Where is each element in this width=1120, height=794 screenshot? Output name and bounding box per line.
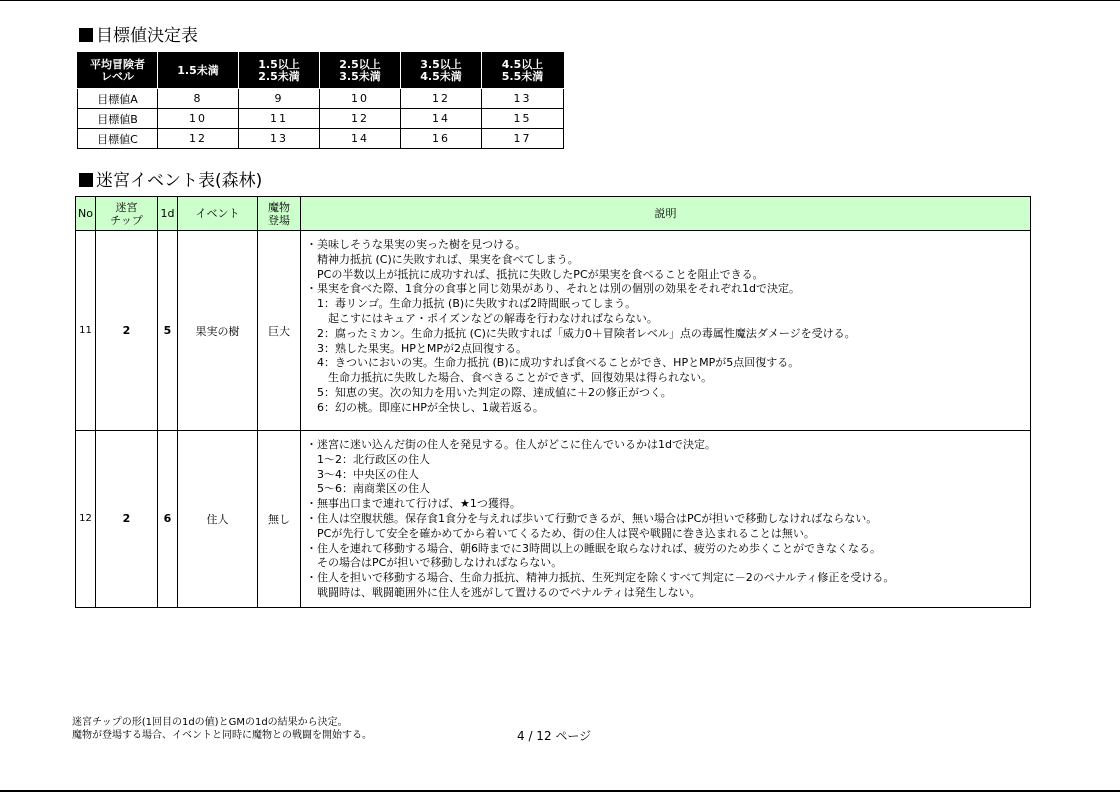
table-cell: 12 [401, 89, 482, 109]
target-header-row [78, 53, 564, 89]
table-row [78, 109, 564, 129]
row-no: 12 [76, 431, 96, 608]
row-no: 11 [76, 231, 96, 431]
row-chip: 2 [96, 431, 158, 608]
table-cell: 10 [158, 109, 239, 129]
event-header-row [76, 197, 1031, 231]
header-chip: 迷宮 チップ [96, 197, 158, 231]
header-range-2: 1.5以上 2.5未満 [239, 53, 320, 89]
footnotes [72, 716, 372, 742]
row-label: 目標値B [78, 109, 158, 129]
target-table-heading: 目標値決定表 [79, 26, 198, 46]
table-cell: 10 [320, 89, 401, 109]
header-monster: 魔物 登場 [258, 197, 301, 231]
row-monster: 無し [258, 431, 301, 608]
table-cell: 17 [482, 129, 564, 149]
row-1d: 5 [158, 231, 178, 431]
row-description: ・美味しそうな果実の実った樹を見つける。 精神力抵抗 (C)に失敗すれば、果実を食べてしまう。 PCの半数以上が抵抗に成功すれば、抵抗に失敗したPCが果実を食べることを阻止できる。 ・果実を食べた際、1食分の食事と同じ効果があり、それとは別の個別の効果をそれぞれ1dで決定。 1：毒リンゴ。生命力抵抗 (B)に失敗すれば2時間眠ってしまう。 起こすにはキュア・ポイズンなどの解毒を行わなければならない。 2：腐ったミカン。生命力抵抗 (C)に失敗すれば「威力0＋冒険者レベル」点の毒属性魔法ダメージを受ける。 3：熟した果実。HPとMPが2点回復する。 4：きついにおいの実。生命力抵抗 (B)に成功すれば食べることができ、HPとMPが5点回復する。 生命力抵抗に失敗した場合、食べきることができず、回復効果は得られない。 5：知恵の実。次の知力を用いた判定の際、達成値に＋2の修正がつく。 6：幻の桃。即座にHPが全快し、1歳若返る。 [301, 231, 1031, 431]
header-range-4: 3.5以上 4.5未満 [401, 53, 482, 89]
row-chip: 2 [96, 231, 158, 431]
table-cell: 14 [401, 109, 482, 129]
row-event: 住人 [178, 431, 258, 608]
table-cell: 14 [320, 129, 401, 149]
target-value-table [77, 52, 564, 149]
header-no: No [76, 197, 96, 231]
table-cell: 11 [239, 109, 320, 129]
header-range-1: 1.5未満 [158, 53, 239, 89]
row-description: ・迷宮に迷い込んだ街の住人を発見する。住人がどこに住んでいるかは1dで決定。 1～2：北行政区の住人 3～4：中央区の住人 5～6：南商業区の住人 ・無事出口まで連れて行けば、★1つ獲得。 ・住人は空腹状態。保存食1食分を与えれば歩いて行動できるが、無い場合はPCが担いで移動しなければならない。 PCが先行して安全を確かめてから着いてくるため、街の住人は罠や戦闘に巻き込まれることは無い。 ・住人を連れて移動する場合、朝6時までに3時間以上の睡眠を取らなければ、疲労のため歩くことができなくなる。 その場合はPCが担いで移動しなければならない。 ・住人を担いで移動する場合、生命力抵抗、精神力抵抗、生死判定を除くすべて判定に－2のペナルティ修正を受ける。 戦闘時は、戦闘範囲外に住人を逃がして置けるのでペナルティは発生しない。 [301, 431, 1031, 608]
event-table-heading: 迷宮イベント表(森林) [79, 171, 262, 191]
row-monster: 巨大 [258, 231, 301, 431]
header-avg-level: 平均冒険者 レベル [78, 53, 158, 89]
square-bullet-icon [79, 173, 93, 187]
table-cell: 16 [401, 129, 482, 149]
page-number: 4 / 12 ページ [517, 729, 592, 743]
header-description: 説明 [301, 197, 1031, 231]
footnote-1: 迷宮チップの形(1回目の1dの値)とGMの1dの結果から決定。 [72, 717, 348, 728]
footnote-2: 魔物が登場する場合、イベントと同時に魔物との戦闘を開始する。 [72, 730, 372, 741]
table-cell: 13 [482, 89, 564, 109]
table-cell: 13 [239, 129, 320, 149]
table-cell: 9 [239, 89, 320, 109]
row-label: 目標値A [78, 89, 158, 109]
row-event: 果実の樹 [178, 231, 258, 431]
header-1d: 1d [158, 197, 178, 231]
table-row [78, 129, 564, 149]
square-bullet-icon [79, 28, 93, 42]
table-row [76, 231, 1031, 431]
table-row [78, 89, 564, 109]
row-label: 目標値C [78, 129, 158, 149]
table-cell: 12 [320, 109, 401, 129]
table-cell: 8 [158, 89, 239, 109]
row-1d: 6 [158, 431, 178, 608]
header-event: イベント [178, 197, 258, 231]
table-row [76, 431, 1031, 608]
header-range-5: 4.5以上 5.5未満 [482, 53, 564, 89]
bottom-rule [0, 790, 1120, 792]
table-cell: 12 [158, 129, 239, 149]
labyrinth-event-table [75, 196, 1031, 608]
table-cell: 15 [482, 109, 564, 129]
header-range-3: 2.5以上 3.5未満 [320, 53, 401, 89]
top-rule [0, 0, 1120, 1]
